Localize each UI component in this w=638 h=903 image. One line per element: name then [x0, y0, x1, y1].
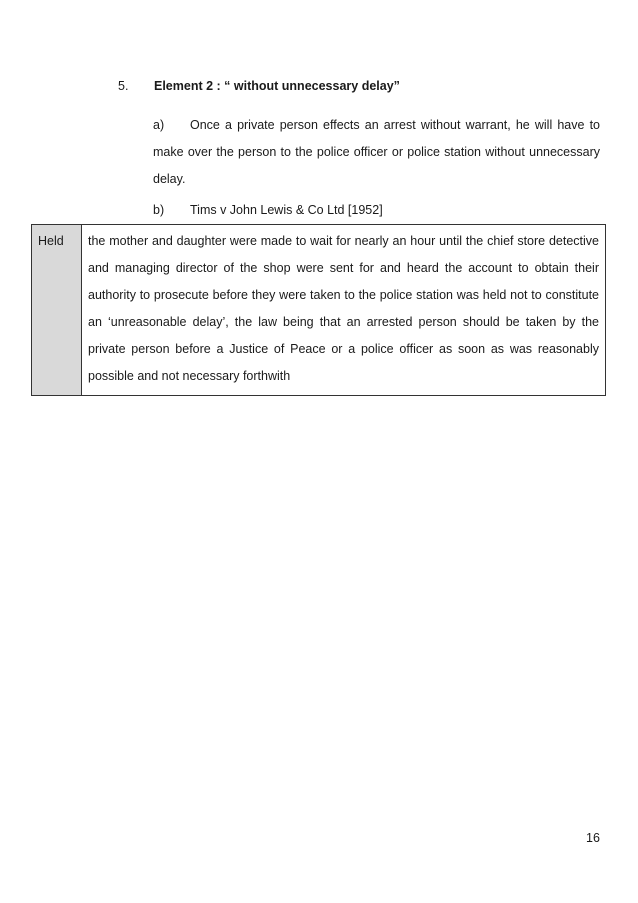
paragraph-marker: b) — [153, 203, 165, 217]
held-table — [31, 224, 606, 396]
case-citation: Tims v John Lewis & Co Ltd [1952] — [190, 203, 383, 217]
held-label: Held — [32, 225, 82, 396]
paragraph-marker: a) — [153, 118, 165, 132]
section-heading — [118, 78, 598, 94]
page-number: 16 — [586, 831, 600, 845]
held-text: the mother and daughter were made to wait for nearly an hour until the chief store detective and managing director of the shop were sent for and heard the account to obtain their authority to prosecute before they were taken to the police station was held not to constitute an ‘unreasonable delay’, the law being that an arrested person should be taken by the private person before a Justice of Peace or a police officer as soon as was reasonably possible and not necessary forthwith — [82, 225, 606, 396]
paragraph-text: Once a private person effects an arrest without warrant, he will have to make over the person to the police officer or police station without unnecessary delay. — [153, 118, 600, 186]
held-row — [32, 225, 606, 396]
paragraph-a — [153, 112, 600, 193]
section-title: Element 2 : “ without unnecessary delay” — [154, 79, 400, 93]
section-number: 5. — [118, 79, 129, 93]
paragraph-b — [153, 197, 600, 224]
